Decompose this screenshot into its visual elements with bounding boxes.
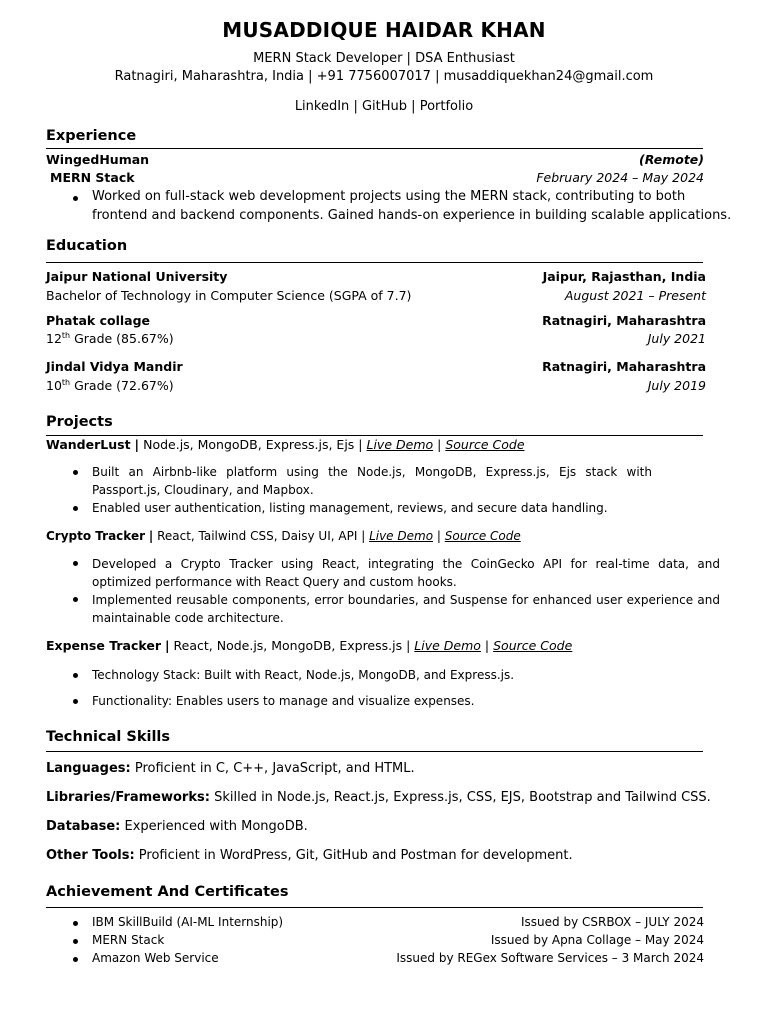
education-school: Jaipur National University xyxy=(46,269,228,284)
education-location: Jaipur, Rajasthan, India xyxy=(542,269,706,284)
section-divider xyxy=(46,435,703,436)
contact-line: Ratnagiri, Maharashtra, India | +91 7756007017 | musaddiquekhan24@gmail.com xyxy=(114,69,654,84)
experience-mode: (Remote) xyxy=(639,152,704,167)
bullet-icon xyxy=(73,196,78,201)
certificate-issuer: Issued by REGex Software Services – 3 March 2024 xyxy=(396,951,704,965)
education-degree: 12th Grade (85.67%) xyxy=(46,330,174,346)
project-bullet: Developed a Crypto Tracker using React, integrating the CoinGecko API for real-time data, and optimized performance with React Query and custom hooks. xyxy=(92,557,720,589)
certificate-issuer: Issued by CSRBOX – JULY 2024 xyxy=(521,915,704,929)
education-date: August 2021 – Present xyxy=(564,288,706,303)
portfolio-link[interactable]: Portfolio xyxy=(419,99,474,114)
education-date: July 2019 xyxy=(647,378,706,393)
project-bullet: Built an Airbnb-like platform using the Node.js, MongoDB, Express.js, Ejs stack with Passport.js, Cloudinary, and Mapbox. xyxy=(92,465,652,497)
tagline: MERN Stack Developer | DSA Enthusiast xyxy=(253,51,515,66)
bullet-icon xyxy=(73,957,78,962)
project-bullet: Technology Stack: Built with React, Node.js, MongoDB, and Express.js. xyxy=(92,668,515,682)
project-heading: WanderLust | Node.js, MongoDB, Express.js, Ejs | Live Demo | Source Code xyxy=(46,437,525,452)
experience-role: MERN Stack xyxy=(50,170,135,185)
bullet-icon xyxy=(73,470,78,475)
project-stack: Node.js, MongoDB, Express.js, Ejs xyxy=(143,437,355,452)
education-school: Jindal Vidya Mandir xyxy=(46,359,183,374)
source-code-link[interactable]: Source Code xyxy=(493,638,573,653)
education-school: Phatak collage xyxy=(46,313,150,328)
live-demo-link[interactable]: Live Demo xyxy=(369,529,434,543)
profile-links: LinkedIn | GitHub | Portfolio xyxy=(294,99,474,114)
experience-bullet-line: frontend and backend components. Gained hands-on experience in building scalable applications. xyxy=(92,208,732,223)
bullet-icon xyxy=(73,597,78,602)
skill-line: Libraries/Frameworks: Skilled in Node.js, React.js, Express.js, CSS, EJS, Bootstrap and Tailwind CSS. xyxy=(46,790,711,805)
education-location: Ratnagiri, Maharashtra xyxy=(542,359,706,374)
education-degree: 10th Grade (72.67%) xyxy=(46,377,174,393)
section-title-experience: Experience xyxy=(46,128,137,144)
bullet-icon xyxy=(73,921,78,926)
experience-dates: February 2024 – May 2024 xyxy=(536,170,704,185)
certificate-name: IBM SkillBuild (AI-ML Internship) xyxy=(92,915,284,929)
linkedin-link[interactable]: LinkedIn xyxy=(294,99,350,114)
bullet-icon xyxy=(73,699,78,704)
skill-line: Other Tools: Proficient in WordPress, Git, GitHub and Postman for development. xyxy=(46,848,573,863)
project-heading: Crypto Tracker | React, Tailwind CSS, Daisy UI, API | Live Demo | Source Code xyxy=(46,529,521,543)
bullet-icon xyxy=(73,561,78,566)
source-code-link[interactable]: Source Code xyxy=(444,529,521,543)
education-degree: Bachelor of Technology in Computer Science (SGPA of 7.7) xyxy=(46,288,412,303)
education-date: July 2021 xyxy=(647,331,706,346)
section-divider xyxy=(46,907,703,908)
project-bullet: Enabled user authentication, listing management, reviews, and secure data handling. xyxy=(92,501,608,515)
skill-line: Languages: Proficient in C, C++, JavaScript, and HTML. xyxy=(46,761,415,776)
section-title-education: Education xyxy=(46,238,128,254)
live-demo-link[interactable]: Live Demo xyxy=(366,437,434,452)
project-stack: React, Tailwind CSS, Daisy UI, API xyxy=(157,529,358,543)
resume-name: MUSADDIQUE HAIDAR KHAN xyxy=(222,18,546,42)
project-stack: React, Node.js, MongoDB, Express.js xyxy=(173,638,403,653)
project-bullet: Functionality: Enables users to manage and visualize expenses. xyxy=(92,694,475,708)
project-name: Expense Tracker xyxy=(46,638,161,653)
bullet-icon xyxy=(73,939,78,944)
project-heading: Expense Tracker | React, Node.js, MongoDB, Express.js | Live Demo | Source Code xyxy=(46,638,573,653)
experience-company: WingedHuman xyxy=(46,152,150,167)
github-link[interactable]: GitHub xyxy=(361,99,408,114)
section-title-projects: Projects xyxy=(46,414,113,430)
project-name: Crypto Tracker xyxy=(46,529,146,543)
section-title-achievements: Achievement And Certificates xyxy=(46,884,289,900)
education-location: Ratnagiri, Maharashtra xyxy=(542,313,706,328)
section-divider xyxy=(46,148,703,149)
section-divider xyxy=(46,262,703,263)
certificate-issuer: Issued by Apna Collage – May 2024 xyxy=(490,933,704,947)
project-name: WanderLust xyxy=(46,437,131,452)
skill-line: Database: Experienced with MongoDB. xyxy=(46,819,308,834)
bullet-icon xyxy=(73,506,78,511)
source-code-link[interactable]: Source Code xyxy=(445,437,525,452)
live-demo-link[interactable]: Live Demo xyxy=(414,638,481,653)
section-divider xyxy=(46,751,703,752)
project-bullet: Implemented reusable components, error boundaries, and Suspense for enhanced user experience and maintainable code architecture. xyxy=(92,593,720,625)
section-title-skills: Technical Skills xyxy=(46,729,171,745)
certificate-name: MERN Stack xyxy=(92,933,165,947)
bullet-icon xyxy=(73,673,78,678)
experience-bullet-line: Worked on full-stack web development projects using the MERN stack, contributing to both xyxy=(92,189,686,204)
certificate-name: Amazon Web Service xyxy=(92,951,219,965)
